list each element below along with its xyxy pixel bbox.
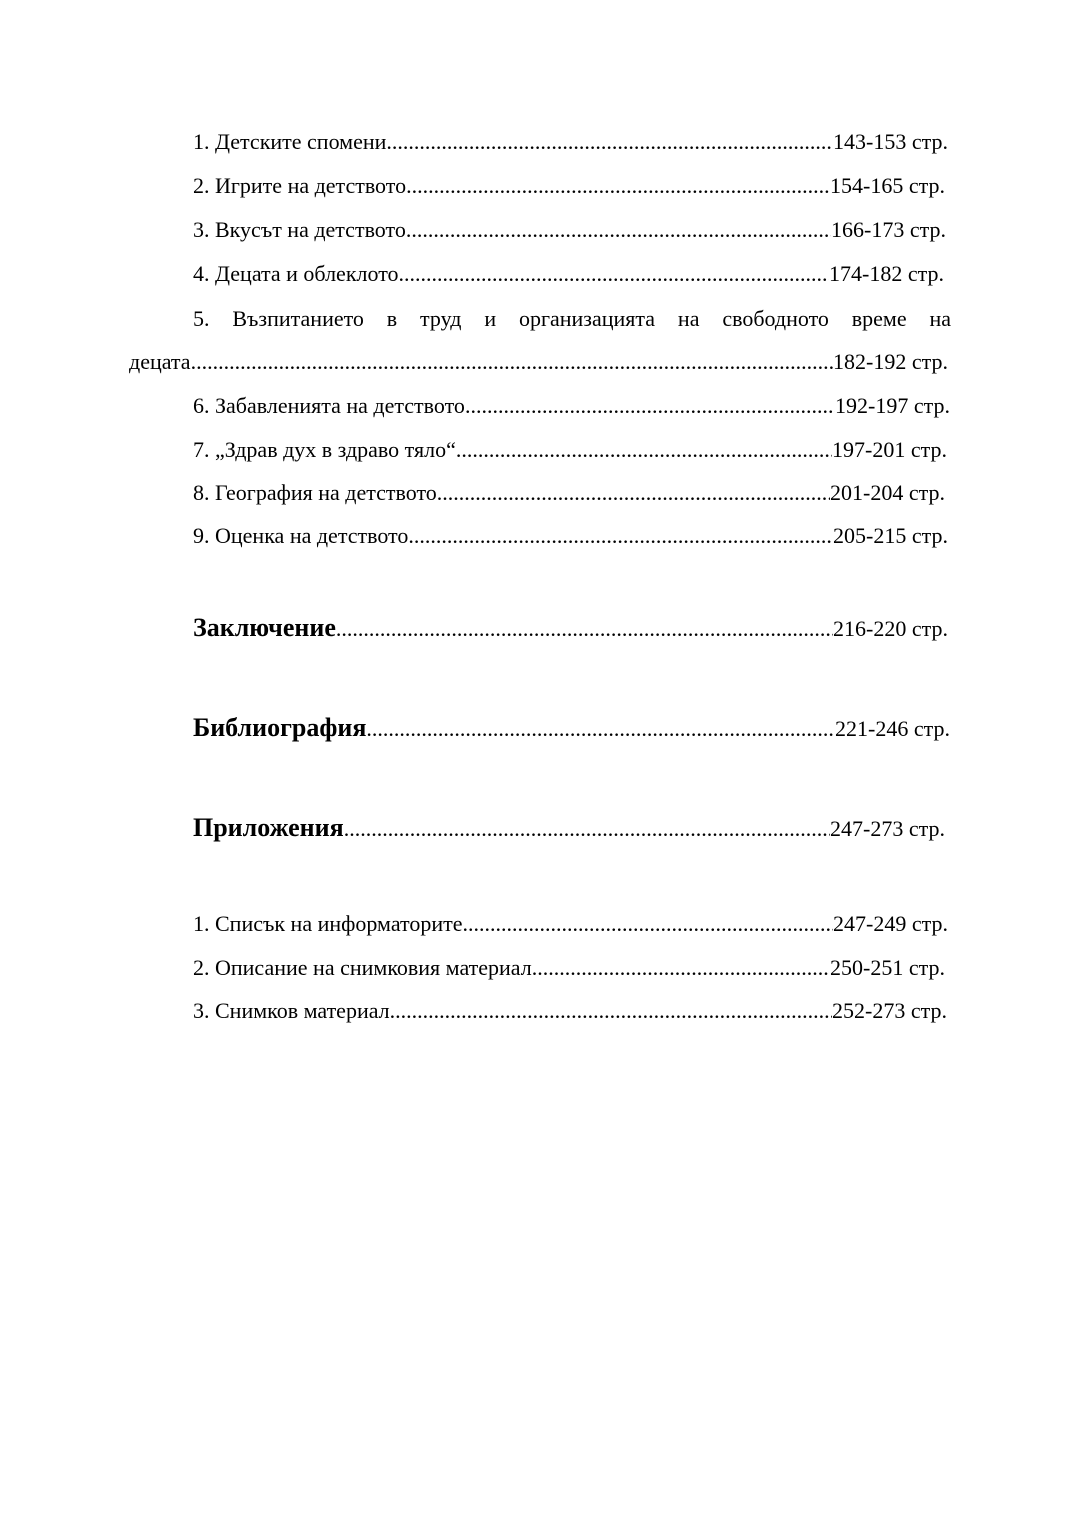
toc-entry-title: 2. Игрите на детството	[193, 173, 407, 198]
toc-entry-title: 1. Детските спомени	[193, 129, 387, 154]
toc-entry-pages: 201-204 стр.	[830, 480, 945, 505]
toc-entry-wrapped-title: 5. Възпитанието в труд и организацията на свободното време на	[193, 306, 951, 331]
toc-entry	[193, 954, 945, 982]
toc-entry	[193, 172, 945, 200]
toc-entry-pages: 247-273 стр.	[830, 816, 945, 841]
toc-entry-pages: 197-201 стр.	[832, 437, 947, 462]
toc-leader-dots	[344, 815, 830, 843]
toc-leader-dots	[463, 910, 834, 938]
toc-entry-pages: 174-182 стр.	[829, 261, 944, 286]
toc-leader-dots	[336, 615, 833, 643]
toc-leader-dots	[386, 128, 833, 156]
toc-entry-title-continued: децата	[129, 349, 191, 374]
toc-entry	[193, 479, 945, 507]
toc-entry-title: 3. Снимков материал	[193, 998, 390, 1023]
toc-heading-title: Заключение	[193, 613, 336, 642]
toc-entry	[193, 260, 944, 288]
toc-entry-pages: 252-273 стр.	[832, 998, 947, 1023]
toc-entry-title: 9. Оценка на детството	[193, 523, 409, 548]
toc-entry-pages: 143-153 стр.	[833, 129, 948, 154]
toc-entry	[193, 522, 948, 550]
toc-entry-pages: 166-173 стр.	[831, 217, 946, 242]
toc-entry-title: 4. Децата и облеклото	[193, 261, 399, 286]
toc-entry-title: 2. Описание на снимковия материал	[193, 955, 532, 980]
toc-entry-title: 6. Забавленията на детството	[193, 393, 465, 418]
toc-leader-dots	[465, 392, 835, 420]
toc-heading-entry	[193, 814, 945, 843]
toc-leader-dots	[532, 954, 830, 982]
toc-leader-dots	[191, 348, 833, 376]
toc-entry	[193, 910, 948, 938]
toc-entry-pages: 247-249 стр.	[833, 911, 948, 936]
toc-entry	[193, 997, 947, 1025]
toc-leader-dots	[456, 436, 832, 464]
toc-entry-pages: 192-197 стр.	[835, 393, 950, 418]
toc-heading-entry	[193, 614, 948, 643]
toc-leader-dots	[408, 522, 833, 550]
toc-leader-dots	[399, 260, 829, 288]
toc-entry	[193, 392, 950, 420]
toc-entry	[129, 348, 948, 376]
toc-entry-title: 3. Вкусът на детството	[193, 217, 406, 242]
toc-heading-title: Библиография	[193, 713, 367, 742]
toc-entry-pages: 205-215 стр.	[833, 523, 948, 548]
toc-heading-title: Приложения	[193, 813, 344, 842]
toc-entry-pages: 182-192 стр.	[833, 349, 948, 374]
toc-leader-dots	[366, 715, 835, 743]
toc-entry-pages: 250-251 стр.	[830, 955, 945, 980]
toc-leader-dots	[406, 172, 830, 200]
toc-entry	[193, 436, 947, 464]
toc-entry	[193, 216, 946, 244]
toc-entry-pages: 216-220 стр.	[833, 616, 948, 641]
toc-leader-dots	[406, 216, 831, 244]
toc-entry-title: 8. География на детството	[193, 480, 437, 505]
toc-entry-title: 7. „Здрав дух в здраво тяло“	[193, 437, 456, 462]
toc-entry	[193, 128, 948, 156]
toc-entry-title: 1. Списък на информаторите	[193, 911, 463, 936]
toc-leader-dots	[437, 479, 830, 507]
toc-entry-pages: 221-246 стр.	[835, 716, 950, 741]
toc-heading-entry	[193, 714, 950, 743]
toc-entry-pages: 154-165 стр.	[830, 173, 945, 198]
toc-leader-dots	[390, 997, 832, 1025]
